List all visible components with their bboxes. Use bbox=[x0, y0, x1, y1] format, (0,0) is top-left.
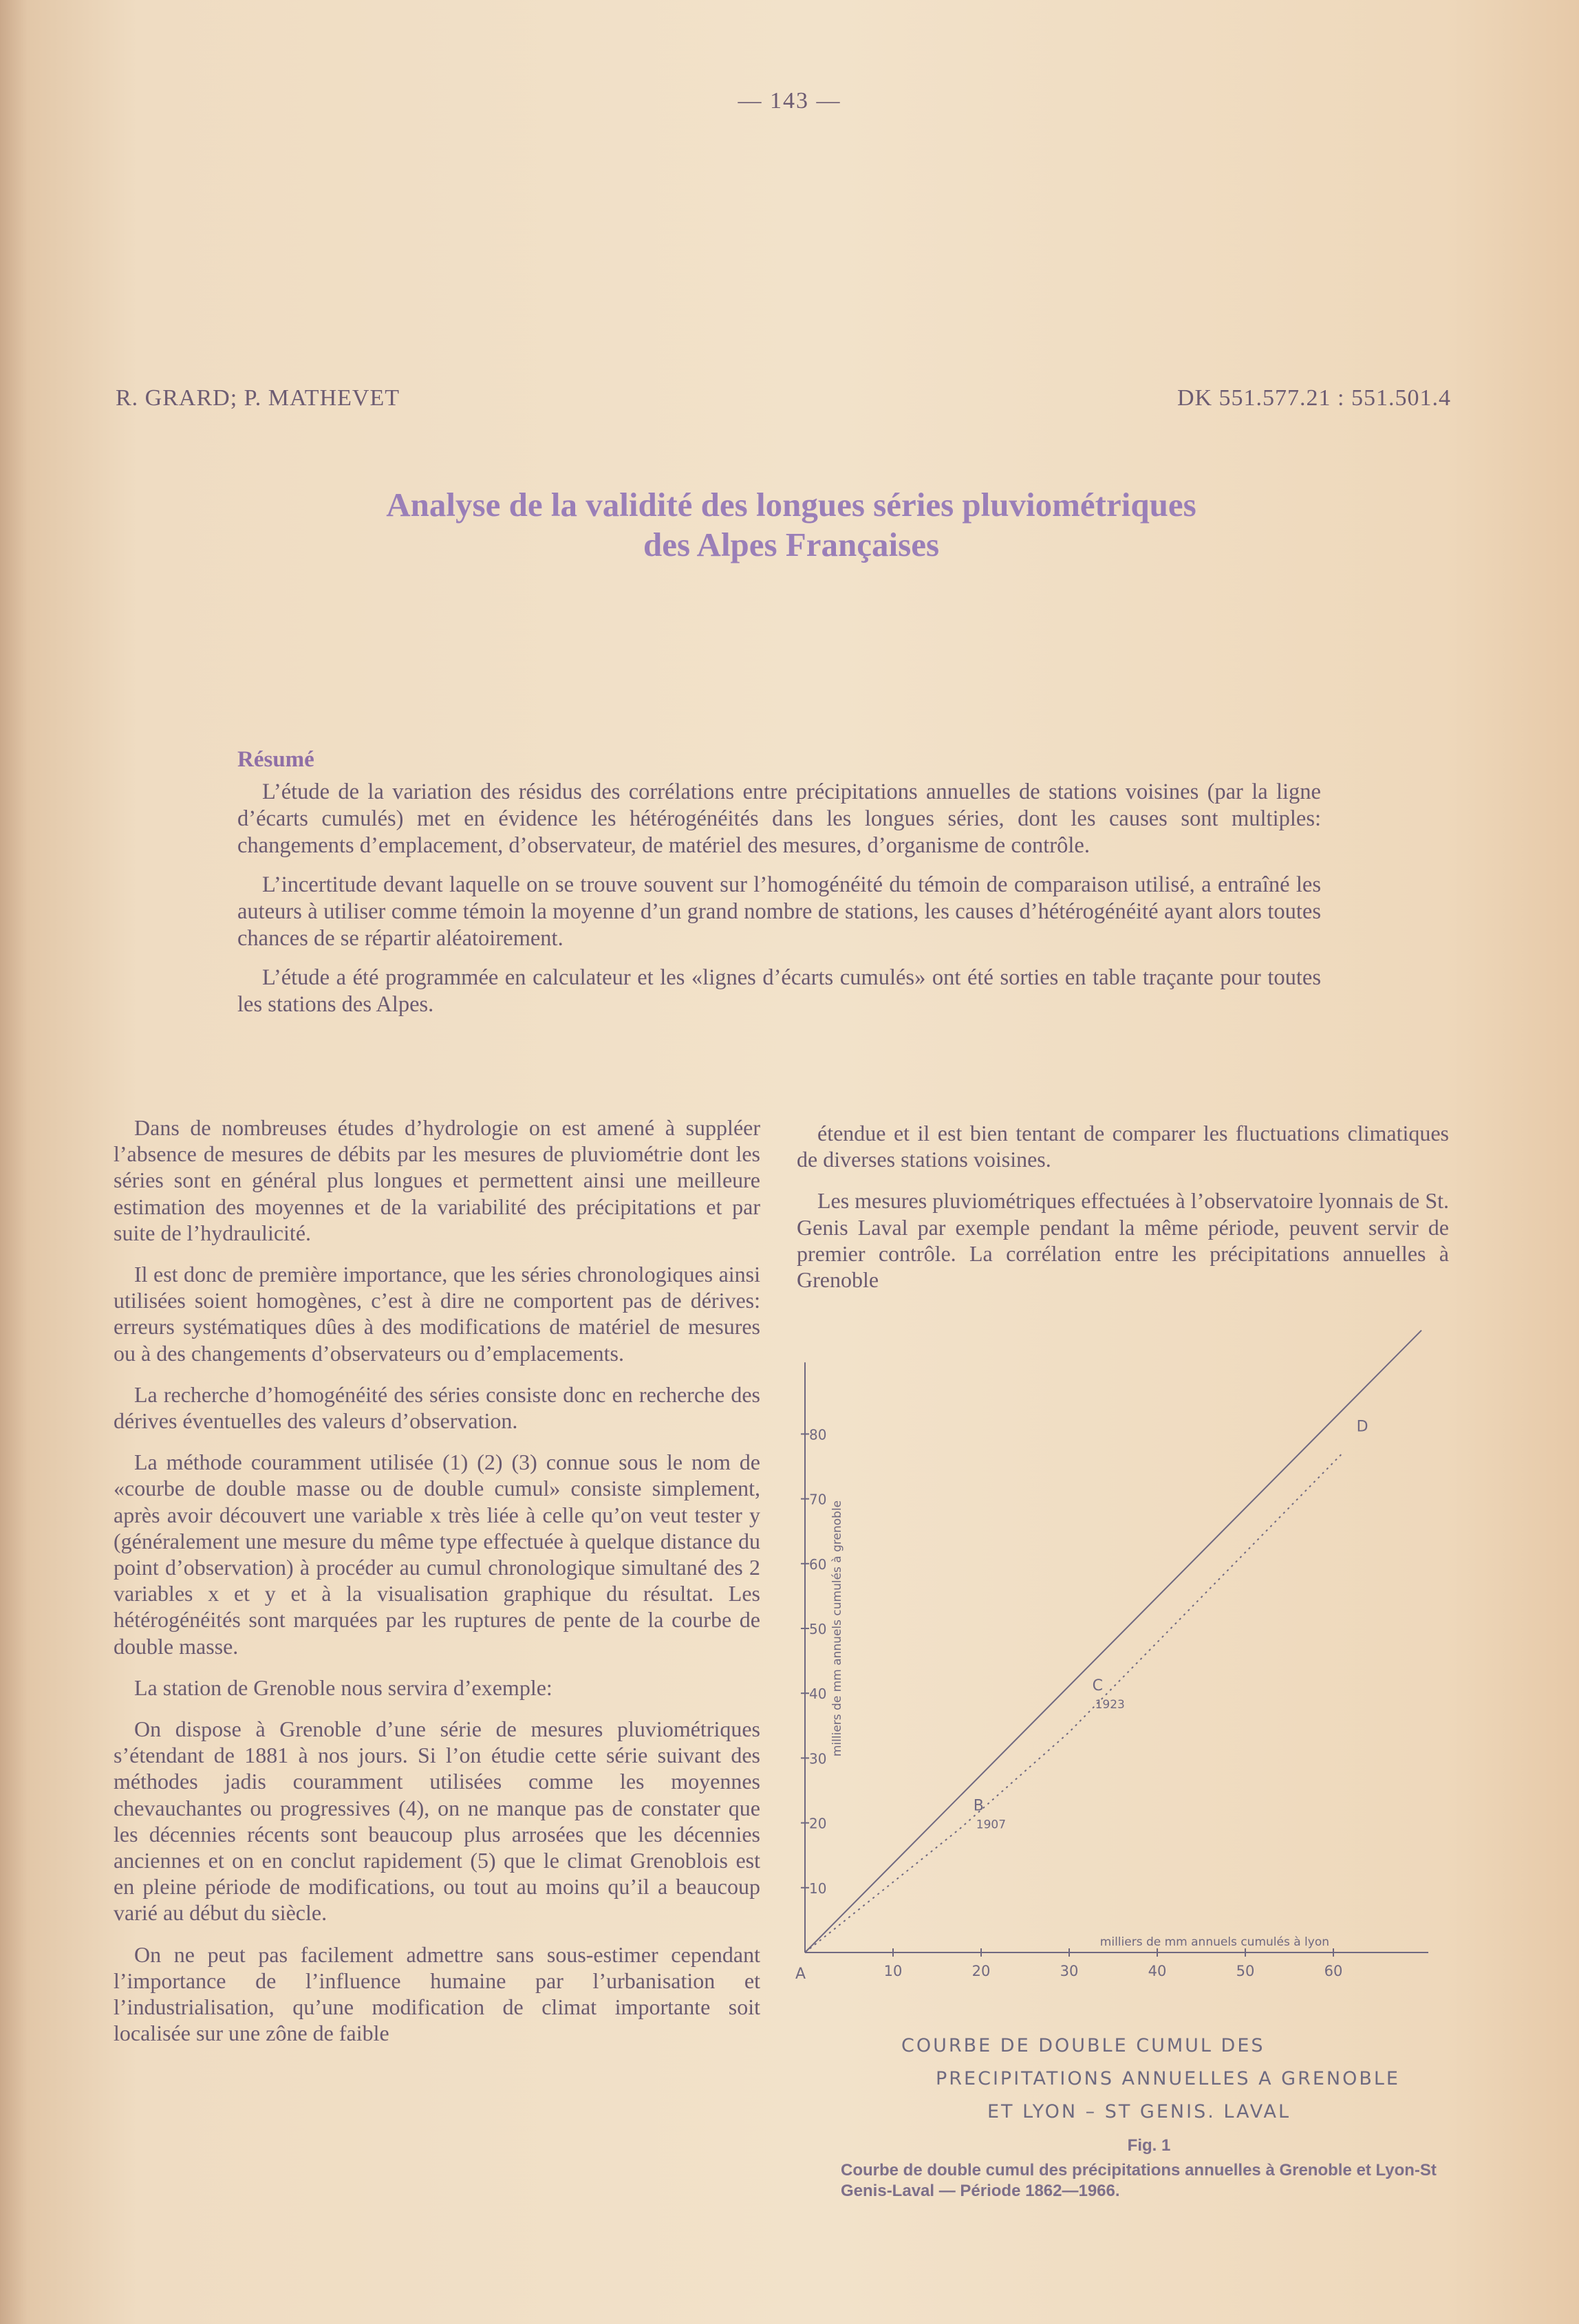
y-tick-label: 50 bbox=[809, 1621, 827, 1637]
abstract-paragraph: L’incertitude devant laquelle on se trouve souvent sur l’homogénéité du témoin de comparaison utilisé, a entraîné les auteurs à utiliser comme témoin la moyenne d’un grand nombre de stations, les causes d’hétérogénéité ayant alors toutes chances de se répartir aléatoirement. bbox=[237, 872, 1321, 951]
figure-caption-line: PRECIPITATIONS ANNUELLES A GRENOBLE bbox=[936, 2068, 1400, 2089]
point-year-label: 1907 bbox=[976, 1818, 1007, 1832]
figure-caption: Courbe de double cumul des précipitations annuelles à Grenoble et Lyon-St Genis-Laval — Période 1862—1966. bbox=[841, 2161, 1437, 2200]
y-tick-label: 70 bbox=[809, 1491, 827, 1508]
title-line: Analyse de la validité des longues séries pluviométriques bbox=[386, 486, 1196, 524]
body-paragraph: La recherche d’homogénéité des séries consiste donc en recherche des dérives éventuelles des valeurs d’observation. bbox=[114, 1381, 760, 1434]
figure-caption-upper bbox=[881, 2030, 1472, 2129]
point-year-label: 1923 bbox=[1095, 1698, 1125, 1712]
body-paragraph: On dispose à Grenoble d’une série de mesures pluviométriques s’étendant de 1881 à nos jours. Si l’on étudie cette série suivant des méthodes jadis couramment utilisées comme les moyennes chevauchantes ou progressives (4), on ne manque pas de constater que les décennies récents sont beaucoup plus arrosées que les décennies anciennes et on en conclut rapidement (5) que le climat Grenoblois est en pleine période de modifications, ou tout au moins qu’il a beaucoup varié au début du siècle. bbox=[114, 1717, 760, 1926]
abstract-heading: Résumé bbox=[237, 747, 314, 772]
body-paragraph: Les mesures pluviométriques effectuées à l’observatoire lyonnais de St. Genis Laval par exemple pendant la même période, peuvent servir de premier contrôle. La corrélation entre les précipitations annuelles à Grenoble bbox=[797, 1188, 1449, 1293]
body-paragraph: La méthode couramment utilisée (1) (2) (3) connue sous le nom de «courbe de double masse ou de double cumul» consiste simplement, après avoir découvert une variable x très liée à celle qu’on veut tester y (généralement une mesure du même type effectuée à quelque distance du point d’observation) à procéder au cumul chronologique simultané des 2 variables x et y et à la visualisation graphique du résultat. Les hétérogénéités sont marquées par les ruptures de pente de la courbe de double masse. bbox=[114, 1450, 760, 1659]
authors: R. GRARD; P. MATHEVET bbox=[116, 385, 400, 411]
figure-label: Fig. 1 bbox=[1127, 2136, 1171, 2155]
x-tick-label: 20 bbox=[971, 1963, 991, 1979]
point-label: D bbox=[1356, 1418, 1368, 1436]
y-tick-label: 80 bbox=[809, 1426, 827, 1443]
x-tick-label: 40 bbox=[1148, 1963, 1167, 1979]
page-number: — 143 — bbox=[738, 88, 841, 114]
figure-caption-line: COURBE DE DOUBLE CUMUL DES bbox=[901, 2035, 1265, 2056]
y-tick-label: 30 bbox=[809, 1750, 827, 1767]
figure-caption-line: ET LYON – ST GENIS. LAVAL bbox=[987, 2101, 1291, 2122]
point-label: B bbox=[973, 1797, 984, 1815]
body-paragraph: Il est donc de première importance, que les séries chronologiques ainsi utilisées soient homogènes, c’est à dire ne comportent pas de dérives: erreurs systématiques dûes à des modifications de matériel de mesures ou à des changements d’observateurs ou d’emplacements. bbox=[114, 1262, 760, 1366]
x-tick-label: 10 bbox=[883, 1963, 903, 1979]
x-tick-label: 50 bbox=[1236, 1963, 1255, 1979]
title-line: des Alpes Françaises bbox=[643, 526, 940, 563]
x-axis-label: milliers de mm annuels cumulés à lyon bbox=[1099, 1935, 1330, 1949]
y-tick-label: 60 bbox=[809, 1556, 827, 1573]
point-label: C bbox=[1092, 1677, 1103, 1695]
abstract-paragraph: L’étude de la variation des résidus des corrélations entre précipitations annuelles de stations voisines (par la ligne d’écarts cumulés) met en évidence les hétérogénéités dans les longues séries, dont les causes sont multiples: changements d’emplacement, d’observateur, de matériel des mesures, d’organisme de contrôle. bbox=[237, 779, 1321, 858]
y-tick-label: 20 bbox=[809, 1815, 827, 1832]
x-tick-label: 30 bbox=[1060, 1963, 1079, 1979]
y-tick-label: 10 bbox=[809, 1880, 827, 1897]
point-label: A bbox=[795, 1966, 806, 1983]
solid-series-line bbox=[805, 1331, 1421, 1952]
dotted-series-line bbox=[805, 1454, 1342, 1952]
y-axis-label: milliers de mm annuels cumulés à grenoble bbox=[830, 1500, 844, 1757]
classification-code: DK 551.577.21 : 551.501.4 bbox=[1177, 385, 1451, 411]
body-paragraph: étendue et il est bien tentant de comparer les fluctuations climatiques de diverses stations voisines. bbox=[797, 1121, 1449, 1172]
body-paragraph: La station de Grenoble nous servira d’exemple: bbox=[134, 1675, 552, 1700]
abstract-paragraph: L’étude a été programmée en calculateur et les «lignes d’écarts cumulés» ont été sorties en table traçante pour toutes les stations des Alpes. bbox=[237, 965, 1321, 1017]
body-paragraph: On ne peut pas facilement admettre sans sous-estimer cependant l’importance de l’influence humaine par l’urbanisation et l’industrialisation, qu’une modification de climat importante soit localisée sur une zône de faible bbox=[114, 1941, 760, 2046]
body-paragraph: Dans de nombreuses études d’hydrologie on est amené à suppléer l’absence de mesures de débits par les mesures de pluviométrie dont les séries sont en général plus longues et permettent ainsi une meilleure estimation des moyennes et de la variabilité des précipitations et par suite de l’hydraulicité. bbox=[114, 1115, 760, 1245]
y-tick-label: 40 bbox=[809, 1686, 827, 1703]
x-tick-label: 60 bbox=[1324, 1963, 1343, 1979]
